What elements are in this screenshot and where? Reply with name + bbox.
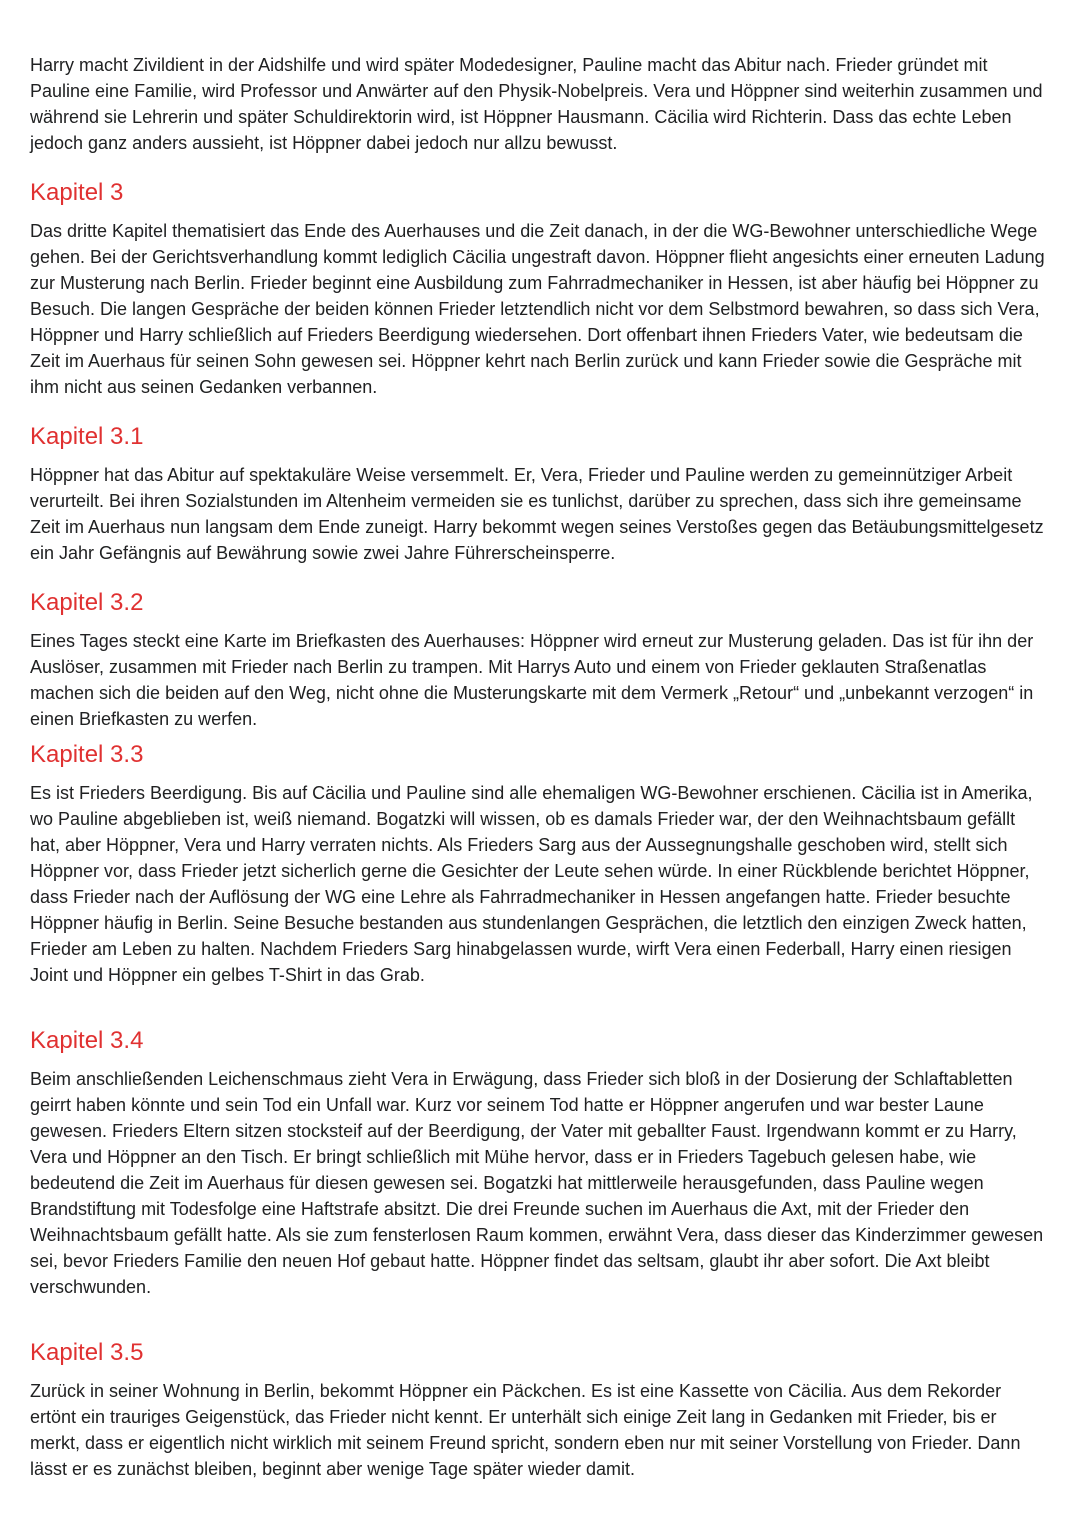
paragraph-kapitel-3-4: Beim anschließenden Leichenschmaus zieht Vera in Erwägung, dass Frieder sich bloß in der Dosierung der Schlaftabletten geirrt haben könnte und sein Tod ein Unfall war. Kurz vor seinem Tod hatte er Höppner angerufen und war bester Laune gewesen. Frieders Eltern sitzen stocksteif auf der Beerdigung, der Vater mit geballter Faust. Irgendwann kommt er zu Harry, Vera und Höppner an den Tisch. Er bringt schließlich mit Mühe hervor, dass er in Frieders Tagebuch gelesen habe, wie bedeutend die Zeit im Auerhaus für diesen gewesen sei. Bogatzki hat mittlerweile herausgefunden, dass Pauline wegen Brandstiftung mit Todesfolge eine Haftstrafe absitzt. Die drei Freunde suchen im Auerhaus die Axt, mit der Frieder den Weihnachtsbaum gefällt hatte. Als sie zum fensterlosen Raum kommen, erwähnt Vera, dass dieser das Kinderzimmer gewesen sei, bevor Frieders Familie den neuen Hof gebaut hatte. Höppner findet das seltsam, glaubt ihr aber sofort. Die Axt bleibt verschwunden.: [30, 1069, 1044, 1297]
heading-kapitel-3-5: Kapitel 3.5: [30, 1339, 144, 1366]
heading-kapitel-3-4: Kapitel 3.4: [30, 1027, 144, 1054]
paragraph-kapitel-3-1: Höppner hat das Abitur auf spektakuläre Weise versemmelt. Er, Vera, Frieder und Pauline werden zu gemeinnütziger Arbeit verurteilt. Bei ihren Sozialstunden im Altenheim vermeiden sie es tunlichst, darüber zu sprechen, dass sich ihre gemeinsame Zeit im Auerhaus nun langsam dem Ende zuneigt. Harry bekommt wegen seines Verstoßes gegen das Betäubungsmittelgesetz ein Jahr Gefängnis auf Bewährung sowie zwei Jahre Führerscheinsperre.: [30, 465, 1044, 563]
heading-kapitel-3-2: Kapitel 3.2: [30, 589, 144, 616]
paragraph-kapitel-3-2: Eines Tages steckt eine Karte im Briefkasten des Auerhauses: Höppner wird erneut zur Musterung geladen. Das ist für ihn der Auslöser, zusammen mit Frieder nach Berlin zu trampen. Mit Harrys Auto und einem von Frieder geklauten Straßenatlas machen sich die beiden auf den Weg, nicht ohne die Musterungskarte mit dem Vermerk „Retour“ und „unbekannt verzogen“ in einen Briefkasten zu werfen.: [30, 631, 1034, 729]
heading-kapitel-3-3: Kapitel 3.3: [30, 741, 144, 768]
paragraph-epilog: Harry macht Zivildient in der Aidshilfe und wird später Modedesigner, Pauline macht das Abitur nach. Frieder gründet mit Pauline eine Familie, wird Professor und Anwärter auf den Physik-Nobelpreis. Vera und Höppner sind weiterhin zusammen und während sie Lehrerin und später Schuldirektorin wird, ist Höppner Hausmann. Cäcilia wird Richterin. Dass das echte Leben jedoch ganz anders aussieht, ist Höppner dabei jedoch nur allzu bewusst.: [30, 55, 1043, 153]
heading-kapitel-3-1: Kapitel 3.1: [30, 423, 144, 450]
paragraph-kapitel-3-5: Zurück in seiner Wohnung in Berlin, bekommt Höppner ein Päckchen. Es ist eine Kassette von Cäcilia. Aus dem Rekorder ertönt ein trauriges Geigenstück, das Frieder nicht kennt. Er unterhält sich einige Zeit lang in Gedanken mit Frieder, bis er merkt, dass er eigentlich nicht wirklich mit seinem Freund spricht, sondern eben nur mit seiner Vorstellung von Frieder. Dann lässt er es zunächst bleiben, beginnt aber wenige Tage später wieder damit.: [30, 1381, 1021, 1479]
heading-kapitel-3: Kapitel 3: [30, 179, 124, 206]
paragraph-kapitel-3: Das dritte Kapitel thematisiert das Ende des Auerhauses und die Zeit danach, in der die WG-Bewohner unterschiedliche Wege gehen. Bei der Gerichtsverhandlung kommt lediglich Cäcilia ungestraft davon. Höppner flieht angesichts einer erneuten Ladung zur Musterung nach Berlin. Frieder beginnt eine Ausbildung zum Fahrradmechaniker in Hessen, ist aber häufig bei Höppner zu Besuch. Die langen Gespräche der beiden können Frieder letztendlich nicht vor dem Selbstmord bewahren, so dass sich Vera, Höppner und Harry schließlich auf Frieders Beerdigung wiedersehen. Dort offenbart ihnen Frieders Vater, wie bedeutsam die Zeit im Auerhaus für seinen Sohn gewesen sei. Höppner kehrt nach Berlin zurück und kann Frieder sowie die Gespräche mit ihm nicht aus seinen Gedanken verbannen.: [30, 221, 1045, 397]
paragraph-kapitel-3-3: Es ist Frieders Beerdigung. Bis auf Cäcilia und Pauline sind alle ehemaligen WG-Bewohner erschienen. Cäcilia ist in Amerika, wo Pauline abgeblieben ist, weiß niemand. Bogatzki will wissen, ob es damals Frieder war, der den Weihnachtsbaum gefällt hat, aber Höppner, Vera und Harry verraten nichts. Als Frieders Sarg aus der Aussegnungshalle geschoben wird, stellt sich Höppner vor, dass Frieder jetzt sicherlich gerne die Gesichter der Leute sehen würde. In einer Rückblende berichtet Höppner, dass Frieder nach der Auflösung der WG eine Lehre als Fahrradmechaniker in Hessen angefangen hatte. Frieder besuchte Höppner häufig in Berlin. Seine Besuche bestanden aus stundenlangen Gesprächen, die letztlich den einzigen Zweck hatten, Frieder am Leben zu halten. Nachdem Frieders Sarg hinabgelassen wurde, wirft Vera einen Federball, Harry einen riesigen Joint und Höppner ein gelbes T-Shirt in das Grab.: [30, 783, 1033, 985]
